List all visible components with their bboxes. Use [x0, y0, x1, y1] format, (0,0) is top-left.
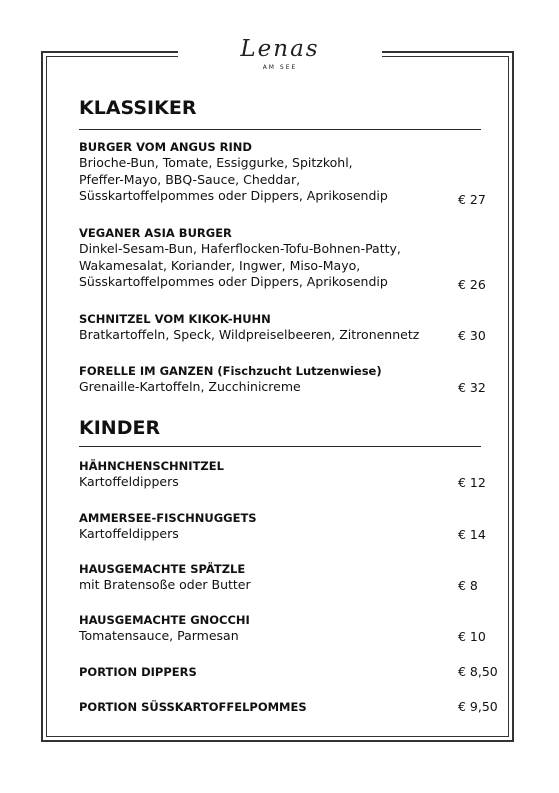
- section-divider: [79, 129, 481, 130]
- menu-item-spaetzle: [79, 561, 499, 594]
- item-description: Tomatensauce, Parmesan: [79, 628, 239, 643]
- section-divider: [79, 446, 481, 447]
- item-price: € 27: [458, 192, 486, 207]
- menu-item-portion-dippers: [79, 664, 499, 680]
- item-price: € 30: [458, 328, 486, 343]
- item-description: Pfeffer-Mayo, BBQ-Sauce, Cheddar,: [79, 171, 301, 187]
- item-description: Grenaille-Kartoffeln, Zucchinicreme: [79, 379, 301, 394]
- item-price: € 9,50: [458, 699, 498, 714]
- item-description: mit Bratensoße oder Butter: [79, 577, 251, 592]
- item-name: FORELLE IM GANZEN (Fischzucht Lutzenwiese): [79, 364, 382, 378]
- item-price: € 8: [458, 578, 478, 593]
- item-description: Wakamesalat, Koriander, Ingwer, Miso-Mayo,: [79, 257, 361, 273]
- item-description: Süsskartoffelpommes oder Dippers, Aprikosendip: [79, 188, 388, 203]
- item-price: € 32: [458, 380, 486, 395]
- section-title-kinder: KINDER: [79, 417, 161, 439]
- item-name: BURGER VOM ANGUS RIND: [79, 140, 252, 154]
- item-price: € 26: [458, 277, 486, 292]
- item-name: HAUSGEMACHTE GNOCCHI: [79, 613, 250, 627]
- item-description: Kartoffeldippers: [79, 526, 179, 541]
- item-description: Bratkartoffeln, Speck, Wildpreiselbeeren, Zitronennetz: [79, 327, 420, 342]
- logo-name: Lenas: [240, 36, 320, 62]
- menu-item-haehnchenschnitzel: [79, 458, 499, 491]
- item-description: Brioche-Bun, Tomate, Essiggurke, Spitzkohl,: [79, 155, 353, 170]
- item-name: SCHNITZEL VOM KIKOK-HUHN: [79, 312, 271, 326]
- item-description: Süsskartoffelpommes oder Dippers, Aprikosendip: [79, 274, 388, 289]
- item-name: VEGANER ASIA BURGER: [79, 226, 232, 240]
- menu-item-asia-burger: [79, 225, 499, 291]
- item-price: € 12: [458, 475, 486, 490]
- item-price: € 10: [458, 629, 486, 644]
- item-description: Kartoffeldippers: [79, 474, 179, 489]
- menu-item-fischnuggets: [79, 510, 499, 543]
- item-name: PORTION SÜSSKARTOFFELPOMMES: [79, 700, 307, 714]
- item-description: Dinkel-Sesam-Bun, Haferflocken-Tofu-Bohnen-Patty,: [79, 241, 401, 256]
- item-name: AMMERSEE-FISCHNUGGETS: [79, 511, 257, 525]
- menu-item-gnocchi: [79, 612, 499, 645]
- item-price: € 14: [458, 527, 486, 542]
- item-name: HÄHNCHENSCHNITZEL: [79, 459, 224, 473]
- item-price: € 8,50: [458, 664, 498, 679]
- menu-item-portion-suesskartoffelpommes: [79, 699, 499, 715]
- item-name: PORTION DIPPERS: [79, 665, 197, 679]
- item-name: HAUSGEMACHTE SPÄTZLE: [79, 562, 246, 576]
- restaurant-logo: [178, 36, 382, 73]
- menu-item-forelle: [79, 363, 499, 396]
- section-title-klassiker: KLASSIKER: [79, 97, 197, 119]
- menu-item-angus-burger: [79, 139, 499, 205]
- logo-subtitle: AM SEE: [262, 64, 298, 71]
- menu-item-kikok-schnitzel: [79, 311, 499, 344]
